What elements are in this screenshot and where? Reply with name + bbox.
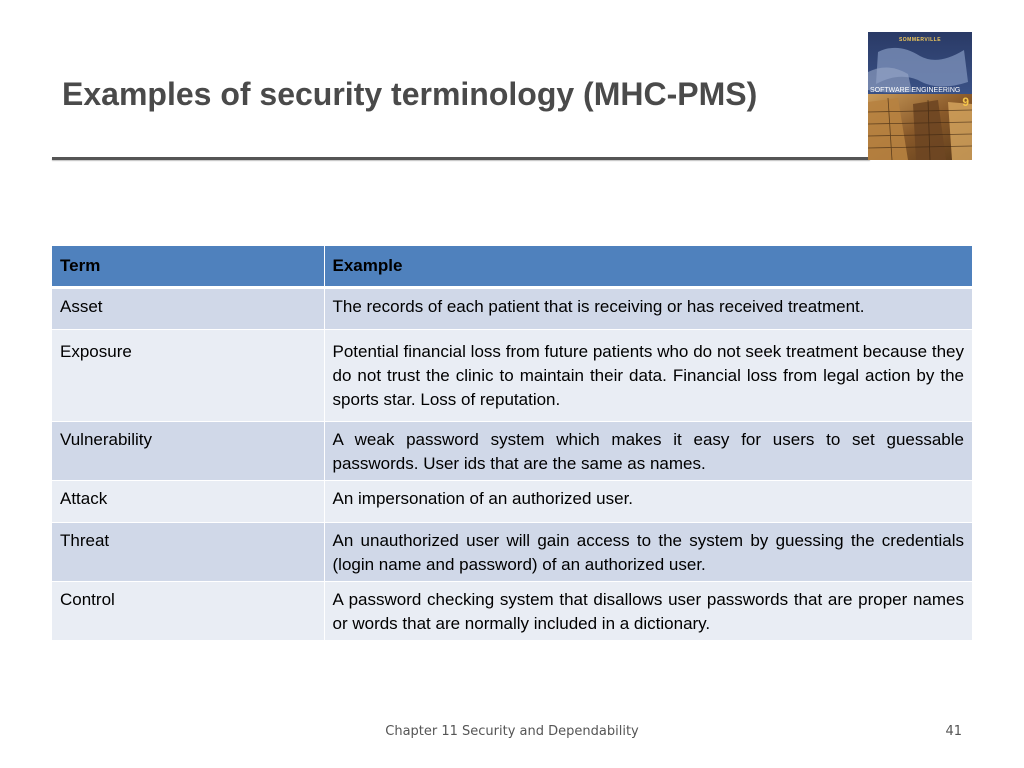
example-cell: The records of each patient that is receiving or has received treatment. — [324, 288, 972, 330]
footer-chapter-title: Chapter 11 Security and Dependability — [385, 724, 639, 739]
book-cover-author: SOMMERVILLE — [898, 37, 942, 43]
term-cell: Control — [52, 582, 324, 641]
term-cell: Vulnerability — [52, 422, 324, 481]
column-header-example: Example — [324, 246, 972, 288]
term-cell: Attack — [52, 481, 324, 523]
footer-page-number: 41 — [945, 724, 962, 739]
table-row — [52, 481, 972, 523]
table-row — [52, 422, 972, 481]
example-cell: A password checking system that disallows user passwords that are proper names or words that are normally included in a dictionary. — [324, 582, 972, 641]
term-cell: Threat — [52, 523, 324, 582]
example-cell: Potential financial loss from future patients who do not seek treatment because they do not trust the clinic to maintain their data. Financial loss from legal action by the sports star. Loss of reputation. — [324, 330, 972, 422]
book-cover-art — [868, 32, 972, 160]
security-terminology-table — [52, 246, 972, 641]
example-cell: A weak password system which makes it easy for users to set guessable passwords. User ids that are the same as names. — [324, 422, 972, 481]
example-cell: An unauthorized user will gain access to the system by guessing the credentials (login name and password) of an authorized user. — [324, 523, 972, 582]
slide-title: Examples of security terminology (MHC-PMS) — [62, 76, 758, 112]
table-row — [52, 288, 972, 330]
book-cover-image — [868, 32, 972, 160]
table-header-row — [52, 246, 972, 288]
table-row — [52, 523, 972, 582]
table-row — [52, 582, 972, 641]
term-cell: Exposure — [52, 330, 324, 422]
example-cell: An impersonation of an authorized user. — [324, 481, 972, 523]
term-cell: Asset — [52, 288, 324, 330]
table-row — [52, 330, 972, 422]
column-header-term: Term — [52, 246, 324, 288]
title-divider — [52, 157, 870, 160]
book-cover-edition: 9 — [962, 95, 969, 109]
book-cover-title: SOFTWARE ENGINEERING — [870, 87, 961, 94]
